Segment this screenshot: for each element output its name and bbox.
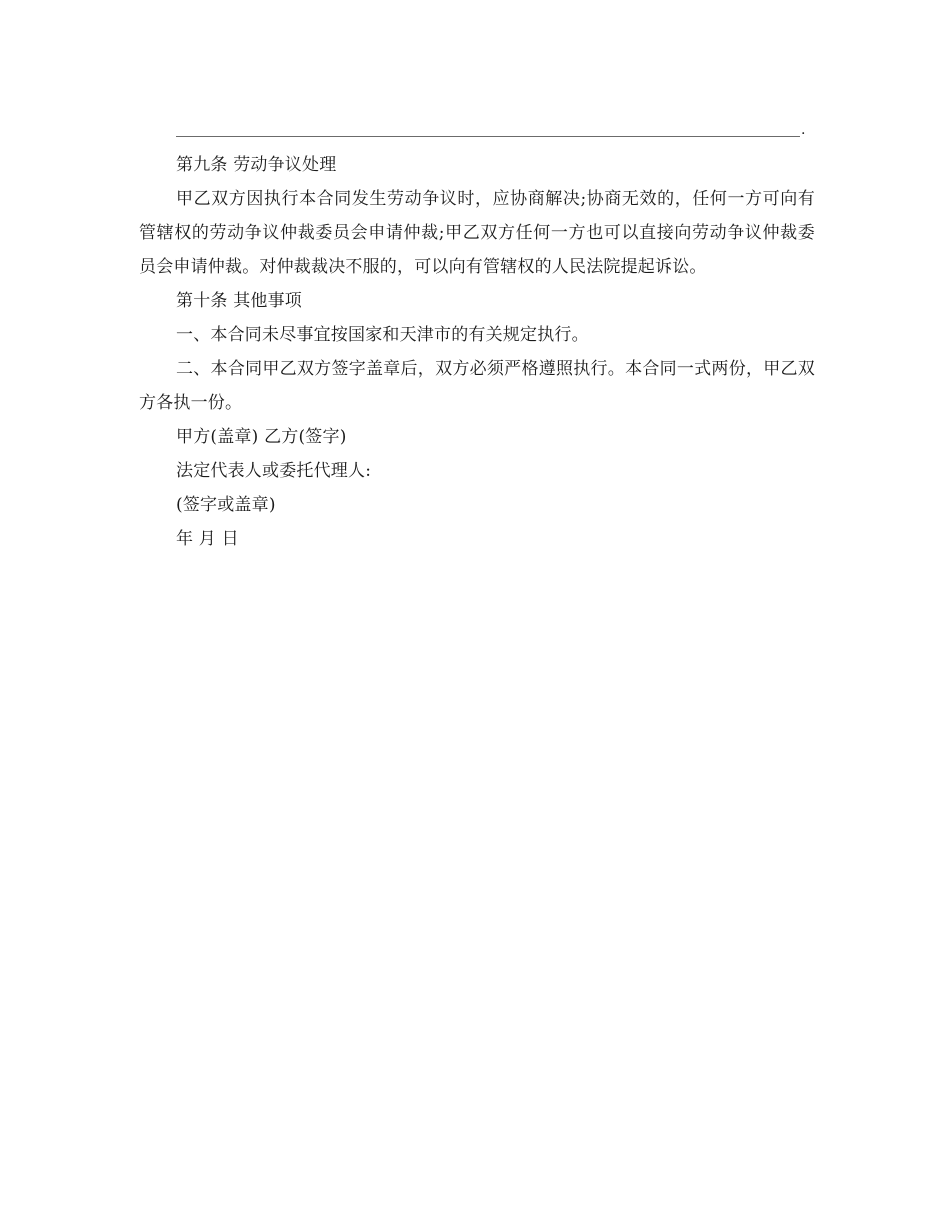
article-10-item-1: 一、本合同未尽事宜按国家和天津市的有关规定执行。 xyxy=(176,325,589,345)
document-body xyxy=(139,148,815,556)
signature-parties: 甲方(盖章) 乙方(签字) xyxy=(176,427,347,447)
signature-date: 年 月 日 xyxy=(176,529,239,549)
fill-in-line xyxy=(176,136,800,137)
fill-in-line-terminator: . xyxy=(801,122,806,138)
article-9-heading: 第九条 劳动争议处理 xyxy=(176,155,337,175)
article-10-heading: 第十条 其他事项 xyxy=(176,291,303,311)
signature-sign-or-seal: (签字或盖章) xyxy=(176,495,276,515)
signature-representative: 法定代表人或委托代理人: xyxy=(176,461,372,481)
article-10-item-2: 二、本合同甲乙双方签字盖章后，双方必须严格遵照执行。本合同一式两份，甲乙双方各执一份。 xyxy=(139,359,815,413)
article-9-body: 甲乙双方因执行本合同发生劳动争议时，应协商解决;协商无效的，任何一方可向有管辖权的劳动争议仲裁委员会申请仲裁;甲乙双方任何一方也可以直接向劳动争议仲裁委员会申请仲裁。对仲裁裁决不服的，可以向有管辖权的人民法院提起诉讼。 xyxy=(139,189,815,277)
